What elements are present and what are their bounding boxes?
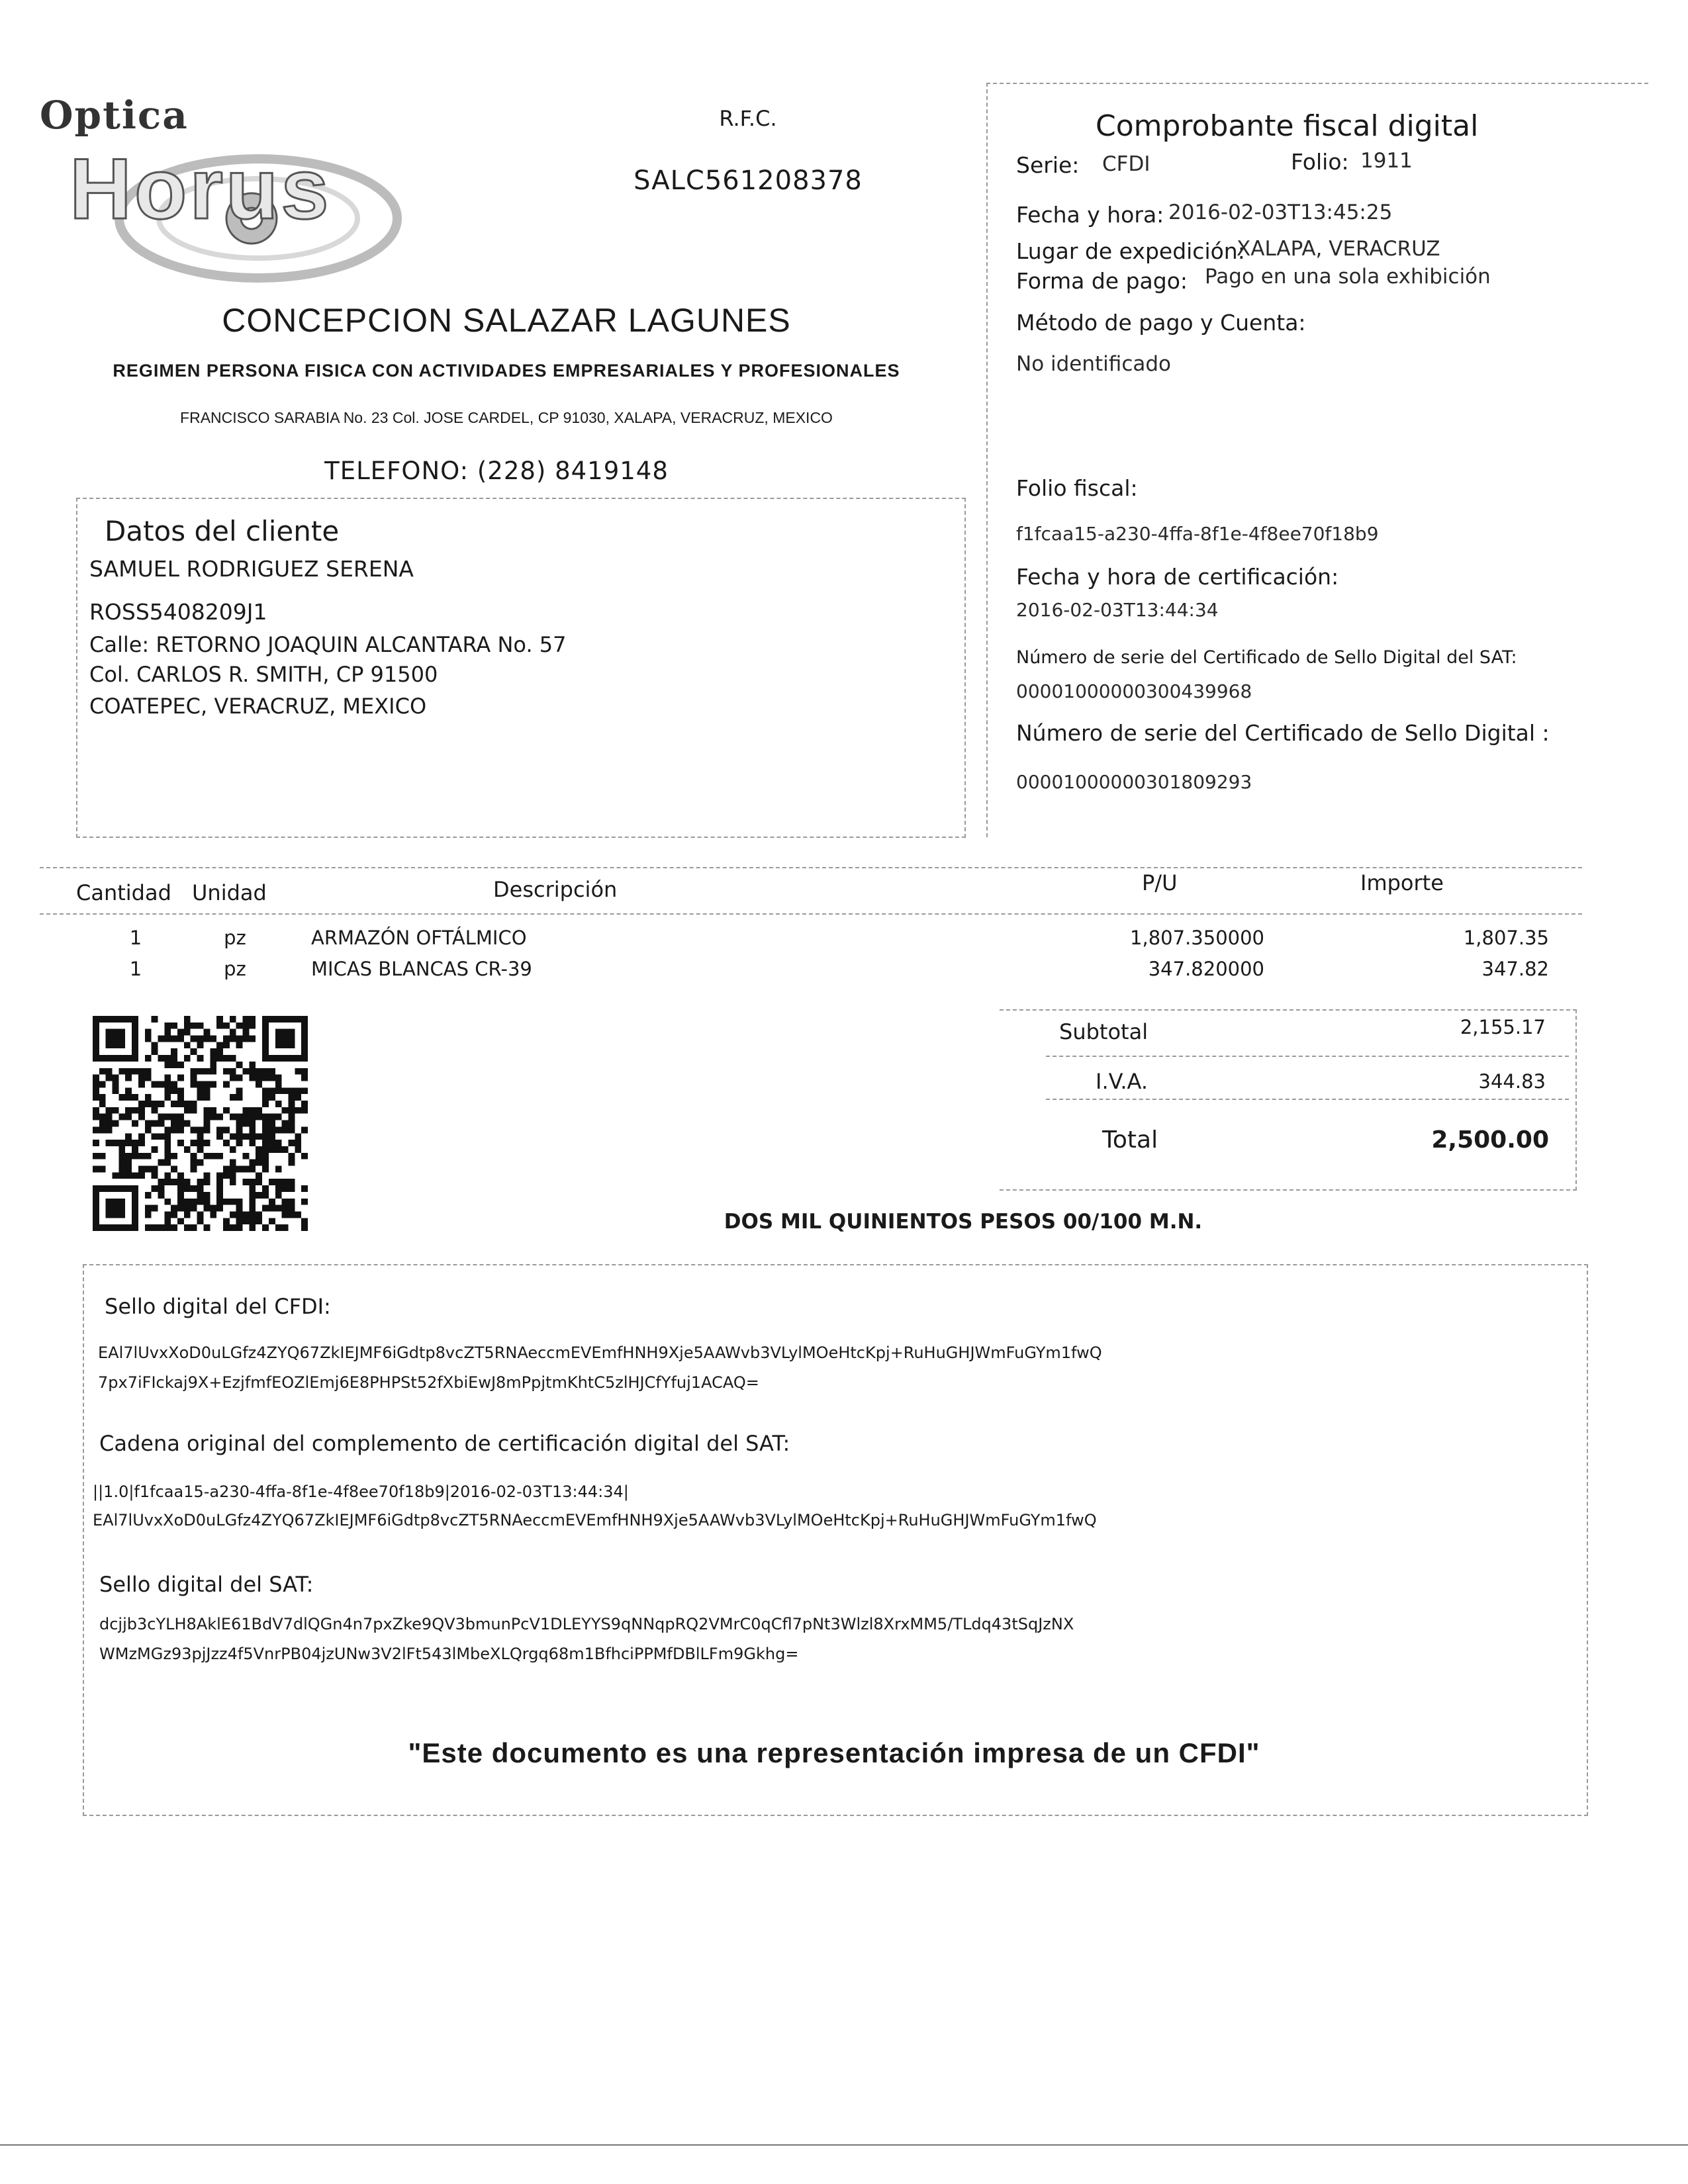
cert-fecha-label: Fecha y hora de certificación: <box>1016 564 1339 590</box>
client-rfc: ROSS5408209J1 <box>89 599 267 625</box>
issuer-name: CONCEPCION SALAZAR LAGUNES <box>222 302 791 339</box>
issuer-rfc: SALC561208378 <box>633 165 863 196</box>
chain-label: Cadena original del complemento de certificación digital del SAT: <box>99 1431 790 1456</box>
cfdi-seal-line2: 7px7iFIckaj9X+EzjfmfEOZlEmj6E8PHPSt52fXbiEwJ8mPpjtmKhtC5zlHJCfYfuj1ACAQ= <box>98 1373 759 1392</box>
total-in-words: DOS MIL QUINIENTOS PESOS 00/100 M.N. <box>724 1210 1203 1234</box>
cert-fecha-value: 2016-02-03T13:44:34 <box>1016 599 1219 621</box>
forma-value: Pago en una sola exhibición <box>1205 265 1491 289</box>
metodo-value: No identificado <box>1016 352 1171 376</box>
subtotal-label: Subtotal <box>1059 1019 1149 1044</box>
metodo-label: Método de pago y Cuenta: <box>1016 310 1306 336</box>
logo-word: Optica <box>40 93 189 138</box>
rfc-label: R.F.C. <box>719 106 777 131</box>
col-header-desc: Descripción <box>493 877 618 902</box>
table-row <box>0 927 1688 956</box>
logo-mark: Horus <box>70 140 332 237</box>
company-logo <box>40 93 437 291</box>
row-qty: 1 <box>129 958 142 980</box>
lugar-value: XALAPA, VERACRUZ <box>1237 237 1440 261</box>
row-qty: 1 <box>129 927 142 949</box>
row-unit: pz <box>224 958 246 980</box>
folio-label: Folio: <box>1291 149 1349 175</box>
client-colony: Col. CARLOS R. SMITH, CP 91500 <box>89 662 438 687</box>
footer-note: "Este documento es una representación impresa de un CFDI" <box>408 1737 1260 1768</box>
lugar-label: Lugar de expedición: <box>1016 238 1245 264</box>
folio-fiscal-value: f1fcaa15-a230-4ffa-8f1e-4f8ee70f18b9 <box>1016 523 1379 545</box>
client-name: SAMUEL RODRIGUEZ SERENA <box>89 556 414 582</box>
total-value: 2,500.00 <box>1431 1126 1549 1154</box>
iva-value: 344.83 <box>1478 1070 1546 1093</box>
row-pu: 1,807.350000 <box>1130 927 1264 949</box>
issuer-regime: REGIMEN PERSONA FISICA CON ACTIVIDADES EMPRESARIALES Y PROFESIONALES <box>113 361 900 381</box>
cfdi-seal-line1: EAl7lUvxXoD0uLGfz4ZYQ67ZkIEJMF6iGdtp8vcZT5RNAeccmEVEmfHNH9Xje5AAWvb3VLylMOeHtcKpj+RuHuGHJWmFuGYm1fwQ <box>98 1343 1102 1362</box>
client-city: COATEPEC, VERACRUZ, MEXICO <box>89 694 427 719</box>
qr-code <box>93 1016 308 1231</box>
row-desc: ARMAZÓN OFTÁLMICO <box>311 927 527 949</box>
col-header-qty: Cantidad <box>76 880 171 905</box>
subtotal-value: 2,155.17 <box>1460 1016 1546 1038</box>
cert-value: 00001000000301809293 <box>1016 771 1252 793</box>
client-street: Calle: RETORNO JOAQUIN ALCANTARA No. 57 <box>89 632 567 657</box>
row-amount: 1,807.35 <box>1463 927 1549 949</box>
row-desc: MICAS BLANCAS CR-39 <box>311 958 532 980</box>
sat-cert-value: 00001000000300439968 <box>1016 680 1252 702</box>
sat-seal-line2: WMzMGz93pjJzz4f5VnrPB04jzUNw3V2lFt543lMbeXLQrgq68m1BfhciPPMfDBlLFm9Gkhg= <box>99 1645 799 1663</box>
table-row <box>0 958 1688 987</box>
chain-line2: EAl7lUvxXoD0uLGfz4ZYQ67ZkIEJMF6iGdtp8vcZT5RNAeccmEVEmfHNH9Xje5AAWvb3VLylMOeHtcKpj+RuHuGHJWmFuGYm1fwQ <box>93 1511 1097 1529</box>
chain-line1: ||1.0|f1fcaa15-a230-4ffa-8f1e-4f8ee70f18b9|2016-02-03T13:44:34| <box>93 1482 629 1501</box>
scan-edge-line <box>0 2144 1688 2146</box>
sat-cert-label: Número de serie del Certificado de Sello Digital del SAT: <box>1016 647 1517 668</box>
issuer-phone: TELEFONO: (228) 8419148 <box>324 457 669 485</box>
cert-label: Número de serie del Certificado de Sello Digital : <box>1016 720 1550 746</box>
folio-fiscal-label: Folio fiscal: <box>1016 475 1138 501</box>
col-header-unit: Unidad <box>192 880 267 905</box>
folio-value: 1911 <box>1360 149 1413 173</box>
row-amount: 347.82 <box>1481 958 1549 980</box>
row-unit: pz <box>224 927 246 949</box>
iva-label: I.V.A. <box>1096 1069 1149 1094</box>
total-label: Total <box>1102 1126 1158 1154</box>
serie-value: CFDI <box>1102 152 1150 176</box>
fiscal-title: Comprobante fiscal digital <box>1096 109 1479 143</box>
sat-seal-line1: dcjjb3cYLH8AklE61BdV7dlQGn4n7pxZke9QV3bmunPcV1DLEYYS9qNNqpRQ2VMrC0qCfl7pNt3Wlzl8XrxMM5/TLdq43tSqJzNX <box>99 1615 1074 1633</box>
fecha-label: Fecha y hora: <box>1016 202 1164 228</box>
row-pu: 347.820000 <box>1148 958 1264 980</box>
cfdi-seal-label: Sello digital del CFDI: <box>105 1294 331 1319</box>
sat-seal-label: Sello digital del SAT: <box>99 1572 314 1597</box>
fecha-value: 2016-02-03T13:45:25 <box>1168 201 1393 224</box>
serie-label: Serie: <box>1016 152 1080 178</box>
col-header-pu: P/U <box>1142 870 1178 895</box>
forma-label: Forma de pago: <box>1016 268 1188 294</box>
col-header-amount: Importe <box>1360 870 1444 895</box>
client-title: Datos del cliente <box>105 515 340 547</box>
issuer-address: FRANCISCO SARABIA No. 23 Col. JOSE CARDEL, CP 91030, XALAPA, VERACRUZ, MEXICO <box>180 409 833 426</box>
